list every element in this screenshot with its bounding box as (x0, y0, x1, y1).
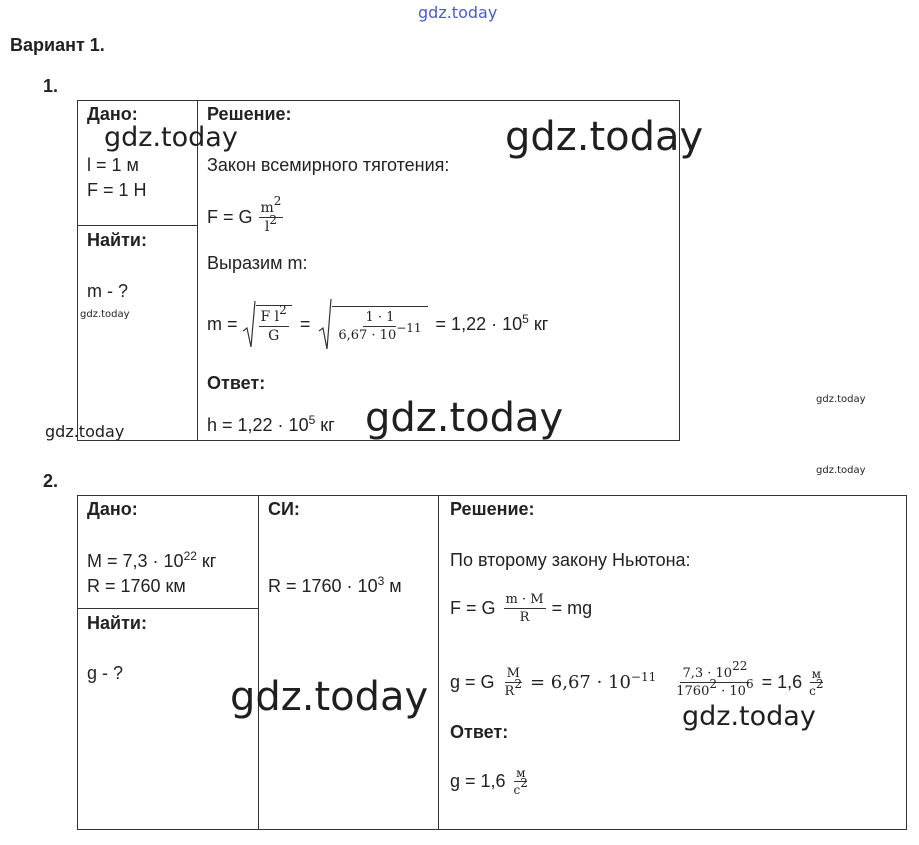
p2-find-label: Найти: (87, 613, 147, 633)
p1-given-label: Дано: (87, 104, 138, 124)
p1-given-l: l = 1 м (87, 155, 139, 175)
p2-si-label: СИ: (268, 499, 300, 519)
top-watermark: gdz.today (418, 3, 498, 22)
p1-law: Закон всемирного тяготения: (207, 155, 450, 175)
watermark: gdz.today (816, 394, 866, 405)
variant-title: Вариант 1. (10, 35, 105, 55)
sqrt-sign-icon (242, 299, 256, 349)
p1-formula-f: F = G $\frac{m^2}{l^2}$ (207, 193, 282, 235)
problem2-number: 2. (43, 471, 59, 491)
p2-formula-f: F = G $\frac{m \cdot M}{R}$ = mg (450, 591, 593, 625)
watermark: gdz.today (682, 701, 816, 732)
p1-formula-m: m = $\frac{F l^2}{G}$ = $\frac{1 \cdot 1}{6,67 \cdot 10^{-11}}$ = $1,22 \cdot 10^5$ кг (207, 294, 548, 354)
p2-formula-g: g = G $\frac{M}{R^2}$ = $6,67 \cdot 10^{-11}$ $\frac{7,3 \cdot 10^{22}}{1760^2 \cdot 10^6}$ = 1,6 $\frac{м}{с^2}$ (450, 658, 824, 699)
watermark: gdz.today (365, 395, 564, 441)
watermark: gdz.today (80, 309, 130, 320)
p2-given-label: Дано: (87, 499, 138, 519)
p2-solution-label: Решение: (450, 499, 535, 519)
p2-answer-label: Ответ: (450, 722, 509, 742)
problem1-number: 1. (43, 76, 59, 96)
watermark: gdz.today (230, 674, 429, 720)
p2-newton: По второму закону Ньютона: (450, 550, 691, 570)
watermark: gdz.today (45, 422, 125, 441)
p1-express: Выразим m: (207, 253, 308, 273)
watermark: gdz.today (505, 114, 704, 160)
p1-given-f: F = 1 Н (87, 180, 147, 200)
p2-answer: g = 1,6 $\frac{м}{с^2}$ (450, 765, 528, 797)
watermark: gdz.today (104, 122, 238, 153)
p1-solution-label: Решение: (207, 104, 292, 124)
p1-answer-label: Ответ: (207, 373, 266, 393)
p1-answer: $h = 1,22 \cdot 10^5$ кг (207, 413, 335, 435)
p2-given-m: $M = 7,3 \cdot 10^{22}$ кг (87, 549, 217, 571)
p2-given-r: R = 1760 км (87, 576, 186, 596)
p2-find: g - ? (87, 663, 124, 683)
p2-si: $R = 1760 \cdot 10^3$ м (268, 574, 402, 596)
sqrt-sign-icon (318, 297, 332, 351)
p1-find-label: Найти: (87, 230, 147, 250)
p1-find: m - ? (87, 281, 129, 301)
watermark: gdz.today (816, 465, 866, 476)
